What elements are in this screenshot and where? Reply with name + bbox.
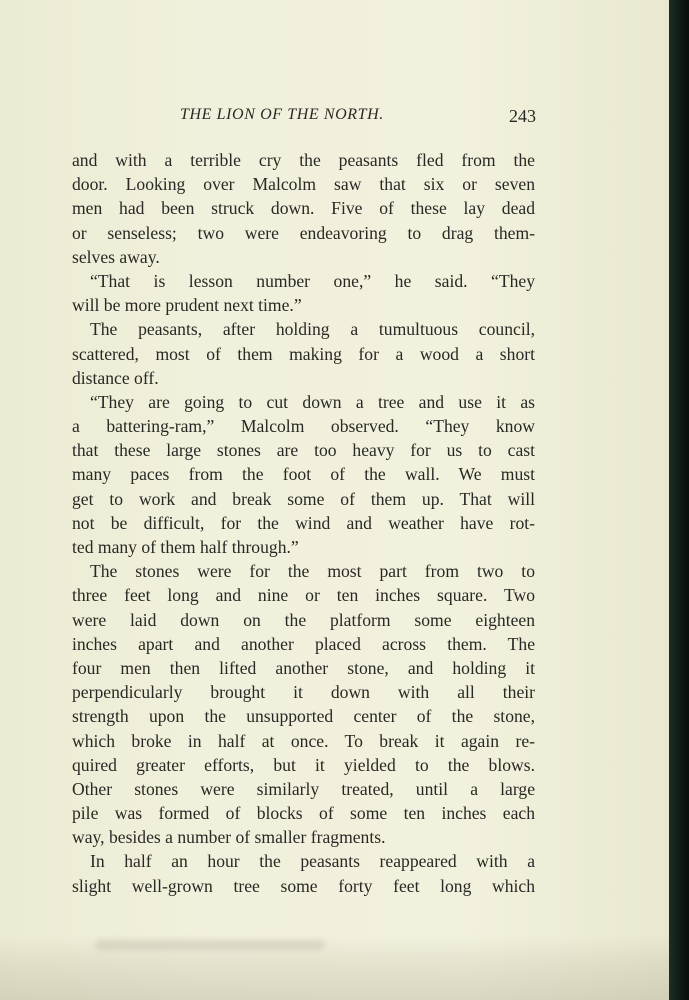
text-line: or senseless; two were endeavoring to drag them- (72, 222, 535, 243)
text-line: get to work and break some of them up. That will (72, 488, 535, 509)
text-line: way, besides a number of smaller fragments. (72, 827, 386, 848)
page-smudge (95, 940, 325, 950)
text-line: The stones were for the most part from two to (90, 561, 535, 582)
text-line: strength upon the unsupported center of the stone, (72, 706, 535, 727)
text-line: pile was formed of blocks of some ten inches each (72, 803, 535, 824)
book-binding-edge (669, 0, 689, 1000)
text-line: were laid down on the platform some eighteen (72, 609, 535, 630)
text-line: many paces from the foot of the wall. We must (72, 464, 535, 485)
text-line: selves away. (72, 246, 160, 267)
text-line: quired greater efforts, but it yielded to the blows. (72, 754, 535, 775)
text-line: men had been struck down. Five of these lay dead (72, 198, 535, 219)
text-line: that these large stones are too heavy for us to cast (72, 440, 535, 461)
text-line: which broke in half at once. To break it again re- (72, 730, 535, 751)
text-line: “They are going to cut down a tree and use it as (90, 391, 535, 412)
text-line: ted many of them half through.” (72, 537, 299, 557)
text-line: not be difficult, for the wind and weather have rot- (72, 512, 535, 533)
text-line: will be more prudent next time.” (72, 295, 302, 316)
text-line: distance off. (72, 367, 159, 388)
text-line: door. Looking over Malcolm saw that six or seven (72, 174, 535, 195)
text-line: three feet long and nine or ten inches square. Two (72, 585, 535, 606)
text-line: Other stones were similarly treated, until a large (72, 778, 535, 799)
running-title: THE LION OF THE NORTH. (180, 106, 384, 123)
text-line: four men then lifted another stone, and holding it (72, 657, 535, 678)
text-line: a battering-ram,” Malcolm observed. “They know (72, 416, 535, 437)
text-line: In half an hour the peasants reappeared with a (90, 851, 535, 872)
text-line: slight well-grown tree some forty feet long which (72, 875, 535, 896)
text-line: inches apart and another placed across them. The (72, 633, 535, 654)
body-text (72, 148, 535, 898)
page-number: 243 (509, 106, 536, 126)
text-line: “That is lesson number one,” he said. “They (90, 270, 535, 291)
text-line: The peasants, after holding a tumultuous council, (90, 319, 535, 340)
text-line: and with a terrible cry the peasants fled from the (72, 150, 535, 170)
text-line: perpendicularly brought it down with all their (72, 682, 535, 703)
text-line: scattered, most of them making for a wood a short (72, 343, 535, 364)
running-head (72, 106, 538, 130)
